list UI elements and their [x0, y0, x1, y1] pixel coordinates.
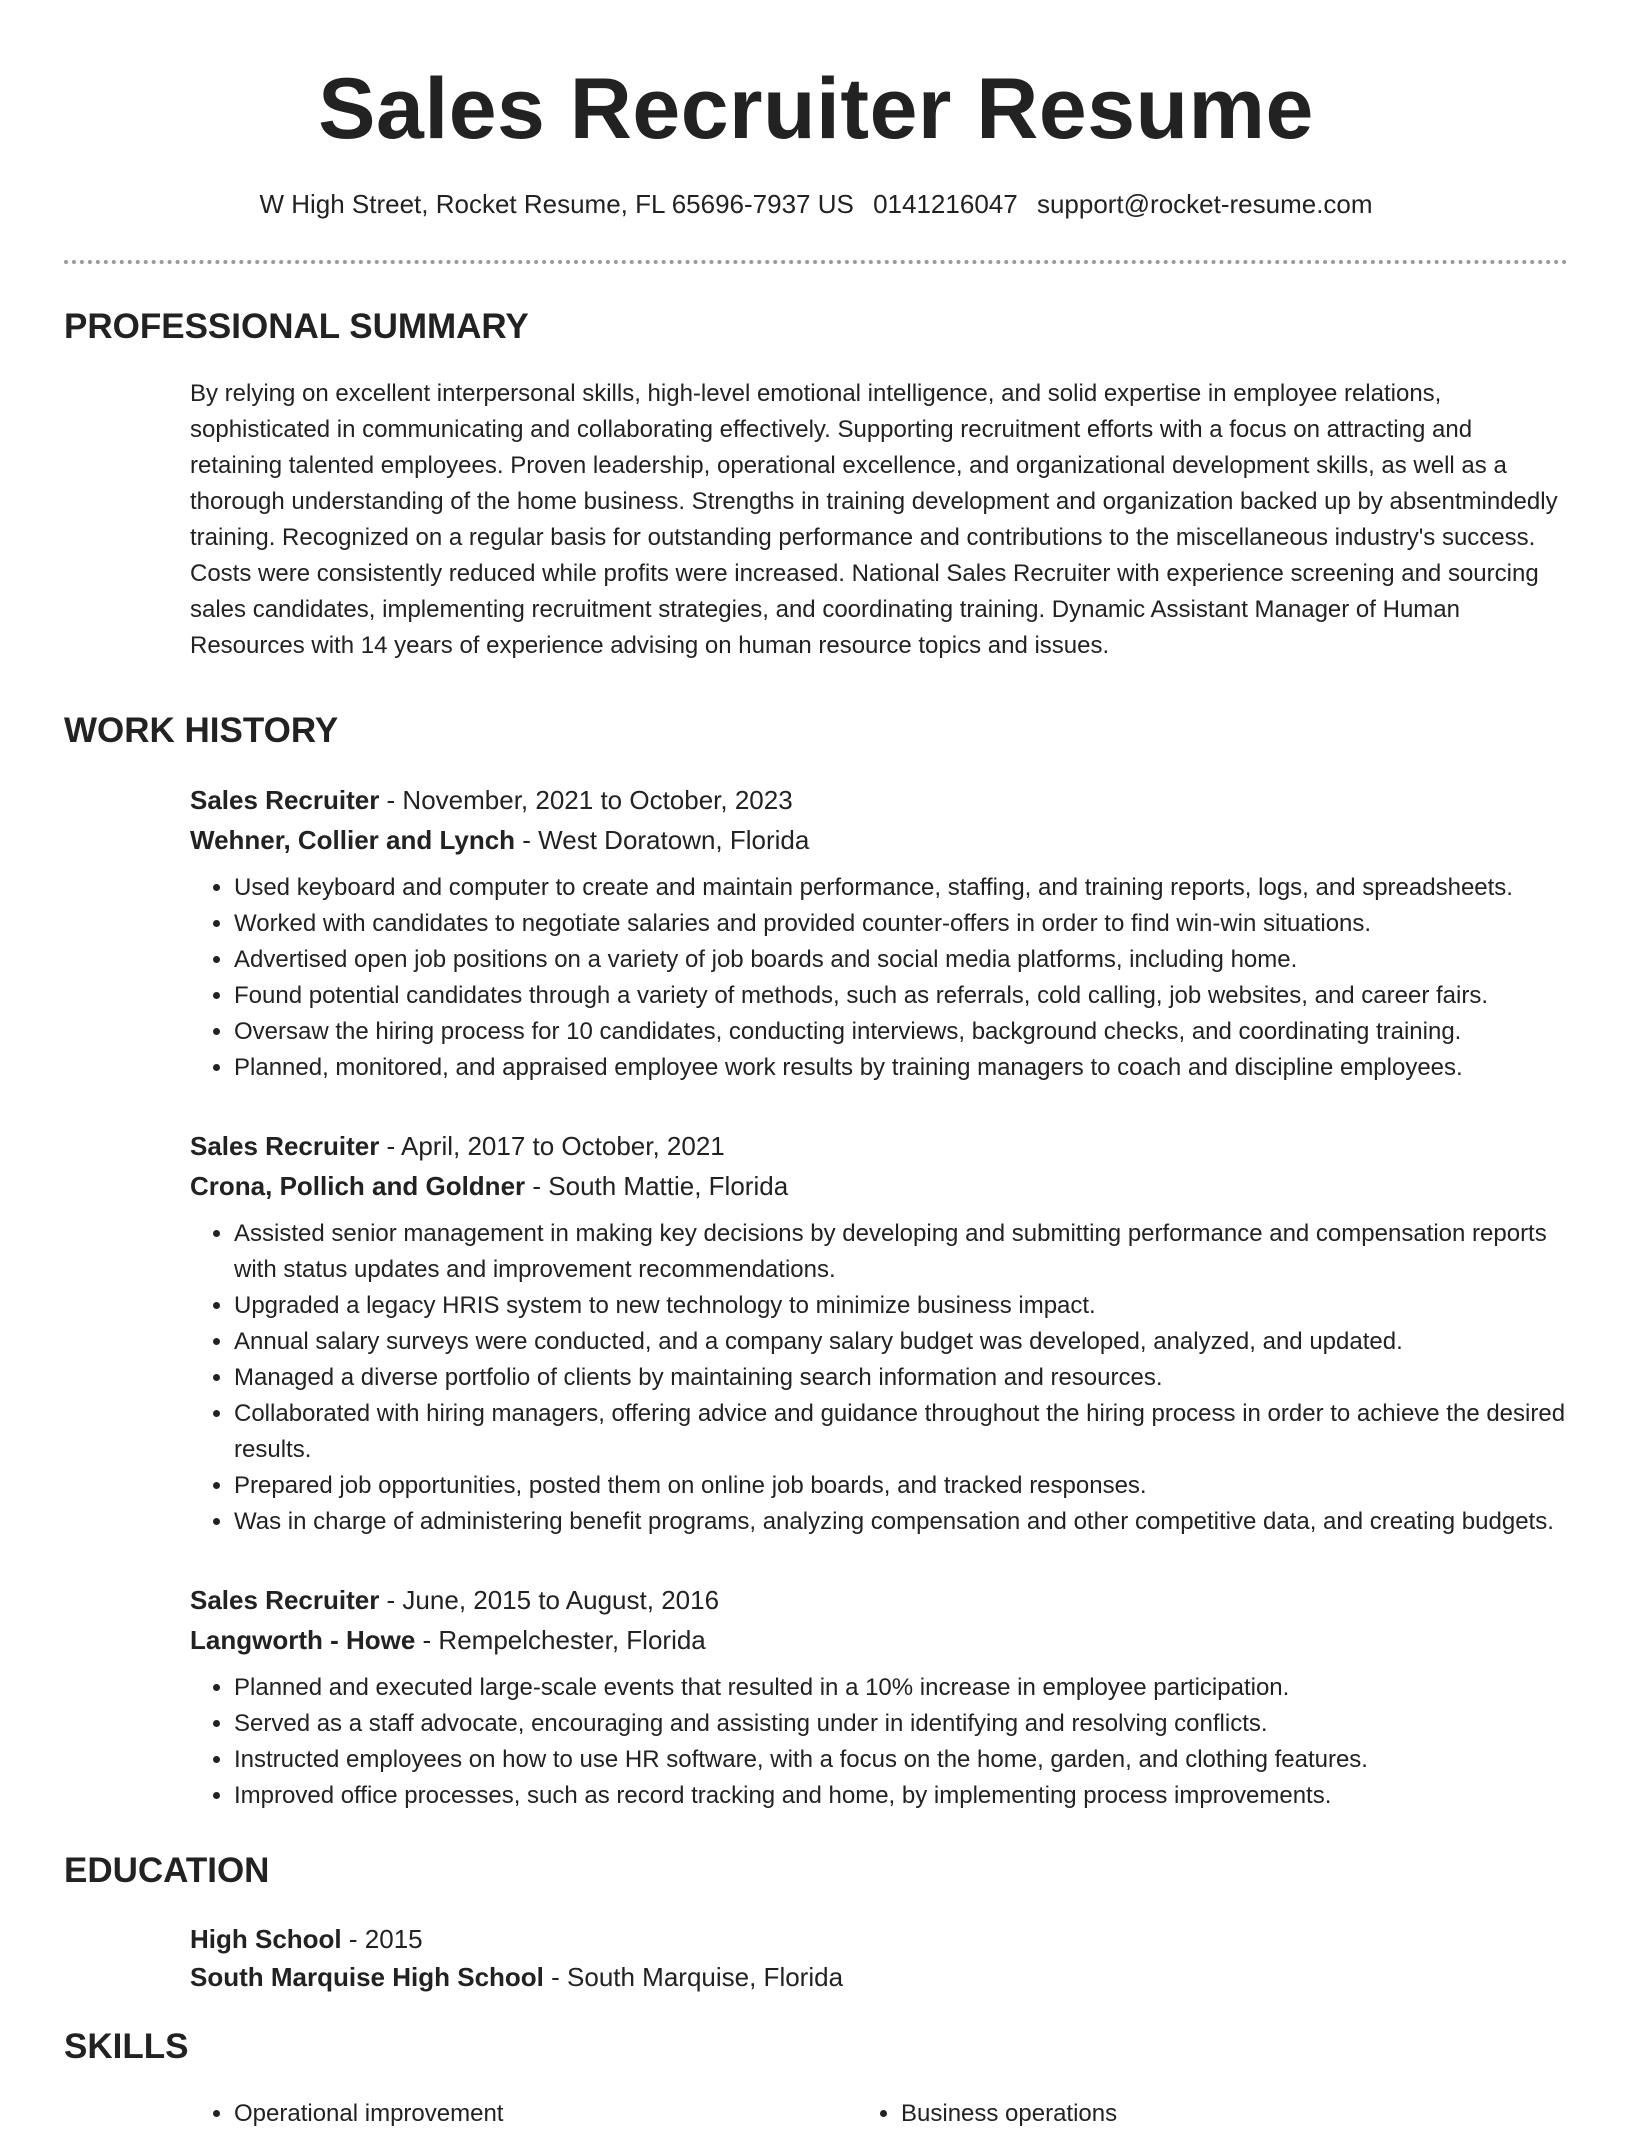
job-entry — [190, 780, 1568, 1086]
resume-title: Sales Recruiter Resume — [318, 61, 1314, 157]
job-entry — [190, 1126, 1568, 1540]
education-school: South Marquise High School — [190, 1962, 544, 1993]
summary-heading: PROFESSIONAL SUMMARY — [64, 307, 529, 347]
list-item: • Instructed employees on how to use HR software, with a focus on the home, garden, and clothing features. — [234, 1742, 1568, 1778]
email-text: support@rocket-resume.com — [1036, 189, 1373, 220]
list-item: • Prepared job opportunities, posted them on online job boards, and tracked responses. — [234, 1468, 1568, 1504]
job-company-line — [190, 1620, 1568, 1660]
list-item: • Upgraded a legacy HRIS system to new technology to minimize business impact. — [234, 1288, 1568, 1324]
list-item: • Served as a staff advocate, encouraging and assisting under in identifying and resolving conflicts. — [234, 1706, 1568, 1742]
education-year: - 2015 — [341, 1924, 423, 1955]
list-item: • Oversaw the hiring process for 10 candidates, conducting interviews, background checks, and coordinating training. — [234, 1014, 1568, 1050]
job-role-line — [190, 780, 1568, 820]
list-item: • Was in charge of administering benefit programs, analyzing compensation and other competitive data, and creating budgets. — [234, 1504, 1568, 1540]
skills-grid — [190, 2096, 1568, 2132]
list-item: • Annual salary surveys were conducted, and a company salary budget was developed, analyzed, and updated. — [234, 1324, 1568, 1360]
list-item: • Planned and executed large-scale events that resulted in a 10% increase in employee participation. — [234, 1670, 1568, 1706]
job-dates: - April, 2017 to October, 2021 — [379, 1131, 725, 1162]
list-item: • Improved office processes, such as record tracking and home, by implementing process improvements. — [234, 1778, 1568, 1814]
job-role: Sales Recruiter — [190, 785, 380, 816]
education-degree-line — [190, 1920, 1568, 1958]
work-history-heading: WORK HISTORY — [64, 711, 339, 751]
list-item: • Operational improvement — [234, 2096, 901, 2132]
job-location: - South Mattie, Florida — [525, 1171, 789, 1202]
education-school-line — [190, 1958, 1568, 1996]
skills-column-1 — [234, 2096, 901, 2132]
job-company: Wehner, Collier and Lynch — [190, 825, 516, 856]
job-location: - West Doratown, Florida — [515, 825, 810, 856]
phone-text: 0141216047 — [873, 189, 1018, 220]
job-role: Sales Recruiter — [190, 1585, 380, 1616]
list-item: • Managed a diverse portfolio of clients by maintaining search information and resources. — [234, 1360, 1568, 1396]
job-bullets — [190, 1216, 1568, 1540]
job-company: Crona, Pollich and Goldner — [190, 1171, 526, 1202]
job-bullets — [190, 1670, 1568, 1814]
skills-heading: SKILLS — [64, 2027, 189, 2067]
contact-line — [64, 189, 1568, 220]
job-role-line — [190, 1126, 1568, 1166]
header-divider — [64, 260, 1568, 264]
work-history-list — [64, 780, 1568, 1814]
list-item: • Advertised open job positions on a variety of job boards and social media platforms, including home. — [234, 942, 1568, 978]
job-location: - Rempelchester, Florida — [415, 1625, 706, 1656]
address-text: W High Street, Rocket Resume, FL 65696-7937 US — [259, 189, 854, 220]
job-entry — [190, 1580, 1568, 1814]
education-heading: EDUCATION — [64, 1851, 270, 1891]
education-location: - South Marquise, Florida — [543, 1962, 844, 1993]
list-item: • Business operations — [901, 2096, 1568, 2132]
education-entry — [64, 1920, 1568, 1996]
skills-column-2 — [901, 2096, 1568, 2132]
list-item: • Collaborated with hiring managers, offering advice and guidance throughout the hiring process in order to achieve the desired results. — [234, 1396, 1568, 1468]
job-role: Sales Recruiter — [190, 1131, 380, 1162]
list-item: • Worked with candidates to negotiate salaries and provided counter-offers in order to find win-win situations. — [234, 906, 1568, 942]
education-degree: High School — [190, 1924, 342, 1955]
job-company-line — [190, 1166, 1568, 1206]
list-item: • Assisted senior management in making key decisions by developing and submitting performance and compensation reports with status updates and improvement recommendations. — [234, 1216, 1568, 1288]
list-item: • Used keyboard and computer to create and maintain performance, staffing, and training reports, logs, and spreadsheets. — [234, 870, 1568, 906]
summary-text: By relying on excellent interpersonal skills, high-level emotional intelligence, and solid expertise in employee relations, sophisticated in communicating and collaborating effectively. Supporting recruitment efforts with a focus on attracting and retaining talented employees. Proven leadership, operational excellence, and organizational development skills, as well as a thorough understanding of the home business. Strengths in training development and organization backed up by absentmindedly training. Recognized on a regular basis for outstanding performance and contributions to the miscellaneous industry's success. Costs were consistently reduced while profits were increased. National Sales Recruiter with experience screening and sourcing sales candidates, implementing recruitment strategies, and coordinating training. Dynamic Assistant Manager of Human Resources with 14 years of experience advising on human resource topics and issues. — [190, 380, 1558, 660]
list-item: • Found potential candidates through a variety of methods, such as referrals, cold calling, job websites, and career fairs. — [234, 978, 1568, 1014]
job-role-line — [190, 1580, 1568, 1620]
job-dates: - June, 2015 to August, 2016 — [379, 1585, 720, 1616]
job-dates: - November, 2021 to October, 2023 — [379, 785, 793, 816]
list-item: • Planned, monitored, and appraised employee work results by training managers to coach and discipline employees. — [234, 1050, 1568, 1086]
job-bullets — [190, 870, 1568, 1086]
job-company: Langworth - Howe — [190, 1625, 416, 1656]
job-company-line — [190, 820, 1568, 860]
